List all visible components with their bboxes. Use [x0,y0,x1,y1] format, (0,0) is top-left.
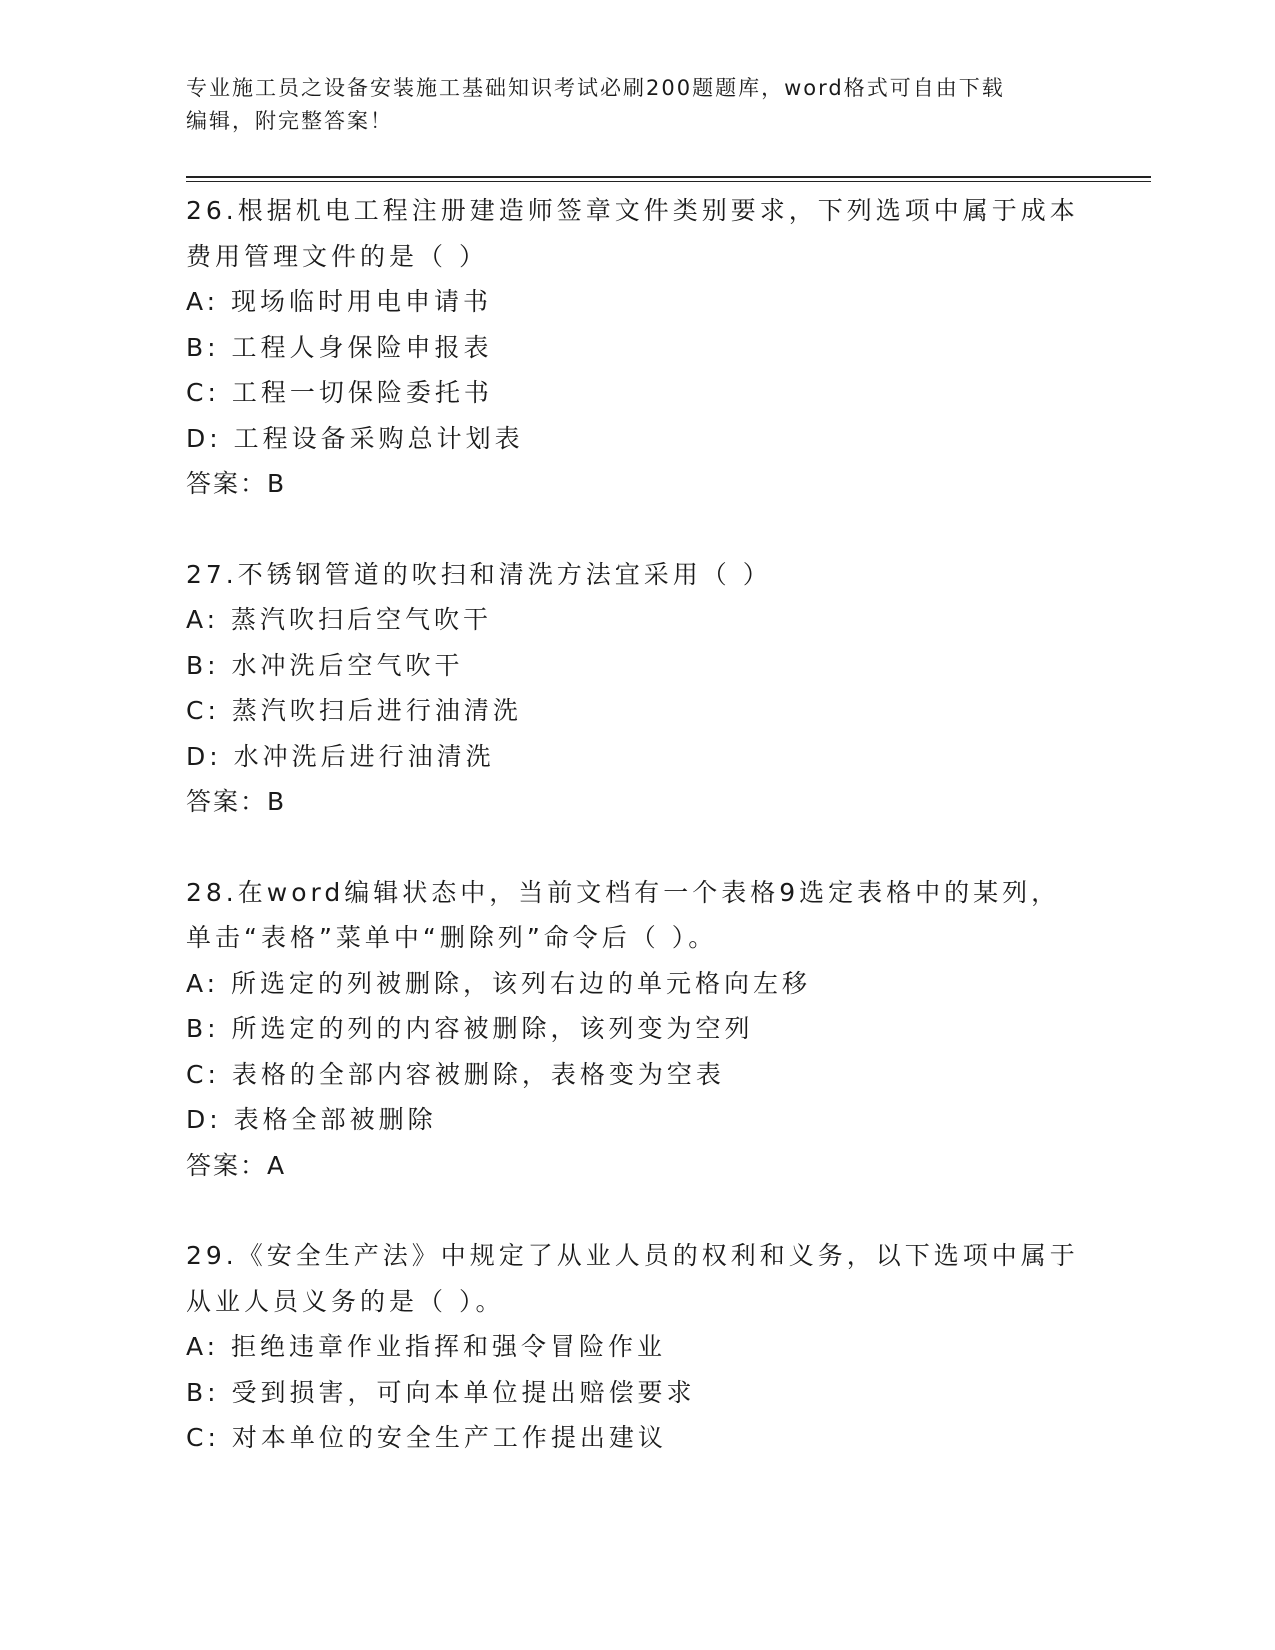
option-a: A: 所选定的列被删除，该列右边的单元格向左移 [186,968,812,998]
question-29 [186,1233,1086,1461]
answer-label: 答案：A [186,1150,287,1180]
answer-label: 答案：B [186,787,287,816]
question-stem-line: 28.在word编辑状态中，当前文档有一个表格9选定表格中的某列， [186,877,1061,907]
option-b: B: 水冲洗后空气吹干 [186,650,464,680]
document-header [186,72,1066,138]
option-d: D: 表格全部被删除 [186,1105,437,1134]
option-c: C: 工程一切保险委托书 [186,378,493,407]
option-c: C: 表格的全部内容被删除，表格变为空表 [186,1059,725,1089]
question-stem-line: 费用管理文件的是（ ） [186,241,488,271]
header-rule-thick [186,176,1151,178]
question-26 [186,188,1086,507]
question-stem-line: 单击“表格”菜单中“删除列”命令后（ ）。 [186,923,718,952]
header-line-2: 编辑，附完整答案！ [186,109,393,133]
header-line-1: 专业施工员之设备安装施工基础知识考试必刷200题题库，word格式可自由下载 [186,76,1005,100]
option-d: D: 水冲洗后进行油清洗 [186,741,495,771]
option-b: B: 工程人身保险申报表 [186,332,493,362]
question-stem-line: 26.根据机电工程注册建造师签章文件类别要求，下列选项中属于成本 [186,196,1079,225]
option-b: B: 所选定的列的内容被删除，该列变为空列 [186,1014,754,1043]
option-c: C: 蒸汽吹扫后进行油清洗 [186,696,522,725]
question-list [186,188,1086,1506]
question-27 [186,552,1086,825]
option-b: B: 受到损害，可向本单位提出赔偿要求 [186,1377,696,1407]
option-c: C: 对本单位的安全生产工作提出建议 [186,1423,667,1452]
question-stem-line: 27.不锈钢管道的吹扫和清洗方法宜采用（ ） [186,559,772,589]
question-28 [186,870,1086,1189]
option-a: A: 现场临时用电申请书 [186,287,493,316]
answer-label: 答案：B [186,469,287,498]
header-rule-thin [186,181,1151,182]
option-a: A: 拒绝违章作业指挥和强令冒险作业 [186,1332,667,1361]
option-a: A: 蒸汽吹扫后空气吹干 [186,605,493,634]
option-d: D: 工程设备采购总计划表 [186,423,524,453]
question-stem-line: 从业人员义务的是（ ）。 [186,1286,505,1316]
question-stem-line: 29.《安全生产法》中规定了从业人员的权利和义务，以下选项中属于 [186,1241,1079,1270]
